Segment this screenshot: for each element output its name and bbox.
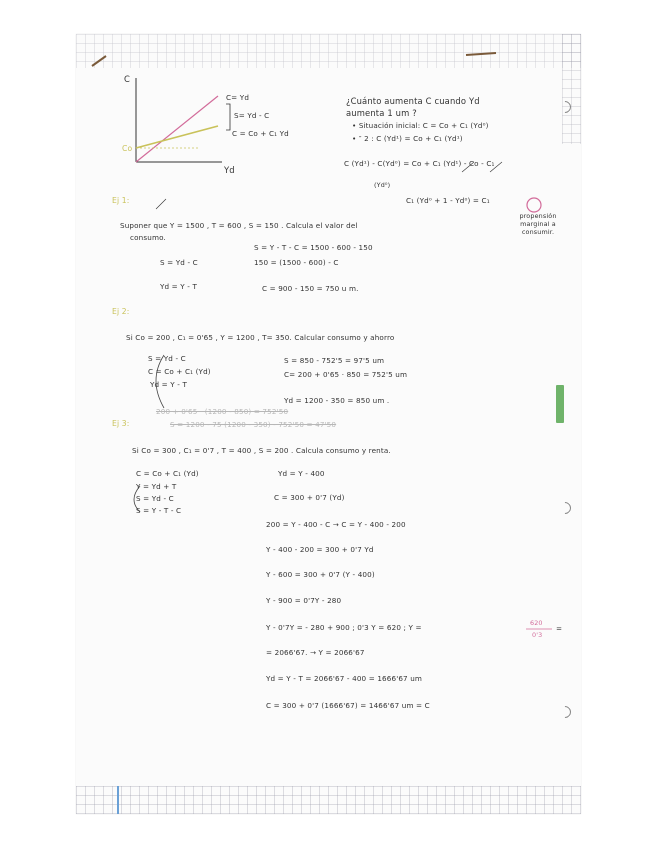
ej3-label: Ej 3:	[112, 419, 130, 428]
strike-cancel-1	[156, 199, 166, 209]
ej1-eq-savings: S = Y - T - C = 1500 - 600 - 150	[254, 243, 373, 252]
ej3-step-yd: Yd = Y - 400	[278, 469, 325, 478]
explain-denominator: (Yd⁰)	[374, 181, 391, 189]
ej1-statement-2: consumo.	[130, 233, 166, 242]
explain-result: C₁ (Yd⁰ + 1 - Yd⁰) = C₁	[406, 196, 490, 205]
ej3-fraction-denominator: 0'3	[532, 631, 543, 639]
ej3-formula-s: S = Yd - C	[136, 494, 174, 503]
ej2-formula-c: C = Co + C₁ (Yd)	[148, 367, 211, 376]
ej3-formula-y: Y = Yd + T	[136, 482, 177, 491]
ej2-result-s: S = 850 - 752'5 = 97'5 um	[284, 356, 385, 365]
ej2-result-c: C= 200 + 0'65 · 850 = 752'5 um	[284, 370, 408, 379]
ej3-step-1: 200 = Y - 400 - C → C = Y - 400 - 200	[266, 520, 406, 529]
ej3-formula-s-expanded: S = Y - T - C	[136, 506, 182, 515]
ej3-step-c-result: C = 300 + 0'7 (1666'67) = 1466'67 um = C	[266, 701, 430, 710]
ej1-eq-c: C = 900 - 150 = 750 u m.	[262, 284, 359, 293]
ej1-label: Ej 1:	[112, 196, 130, 205]
ej2-formula-s: S = Yd - C	[148, 354, 186, 363]
ej2-formula-yd: Yd = Y - T	[150, 380, 187, 389]
explain-question-2: aumenta 1 um ?	[346, 108, 417, 118]
explain-question-1: ¿Cuánto aumenta C cuando Yd	[346, 96, 480, 106]
ej2-label: Ej 2:	[112, 307, 130, 316]
explain-difference: C (Yd¹) - C(Yd⁰) = Co + C₁ (Yd¹) - Co - C₁	[344, 159, 495, 168]
graph-label-yd: C= Yd	[226, 93, 250, 102]
graph-axis-yd-label: Yd	[224, 165, 235, 175]
ej3-step-5: Y - 0'7Y = - 280 + 900 ; 0'3 Y = 620 ; Y =	[266, 623, 422, 632]
ej3-step-6: = 2066'67. → Y = 2066'67	[266, 648, 365, 657]
scribble-mark-left	[92, 56, 106, 66]
ej1-eq-yd: Yd = Y - T	[160, 282, 197, 291]
ej1-statement-1: Suponer que Y = 1500 , T = 600 , S = 150 . Calcula el valor del	[120, 221, 358, 230]
graph-label-co: Co	[122, 144, 133, 153]
graph-label-c: C = Co + C₁ Yd	[232, 129, 289, 138]
ej3-step-yd-result: Yd = Y - T = 2066'67 - 400 = 1666'67 um	[266, 674, 423, 683]
explain-situation-2: • ″ 2 : C (Yd¹) = Co + C₁ (Yd¹)	[352, 134, 463, 143]
ej3-fraction-numerator: 620	[530, 619, 543, 627]
ej1-eq-s: S = Yd - C	[160, 258, 198, 267]
circled-c1	[527, 198, 541, 212]
note-line-2: marginal a	[520, 220, 556, 228]
ej1-eq-150: 150 = (1500 - 600) - C	[254, 258, 339, 267]
ej2-strikethrough-1: 200 + 0'65 · (1200 - 850) = 752'50	[156, 407, 289, 416]
ej2-statement: Si Co = 200 , C₁ = 0'65 , Y = 1200 , T= 350. Calcular consumo y ahorro	[126, 333, 395, 342]
note-propension	[512, 212, 564, 236]
ej3-fraction-equals: =	[556, 624, 563, 633]
note-line-3: consumir.	[521, 228, 555, 236]
note-line-1: propensión	[519, 212, 557, 220]
ej3-step-c: C = 300 + 0'7 (Yd)	[274, 493, 345, 502]
ej3-step-2: Y - 400 - 200 = 300 + 0'7 Yd	[266, 545, 374, 554]
ej3-formula-c: C = Co + C₁ (Yd)	[136, 469, 199, 478]
ej3-statement: Si Co = 300 , C₁ = 0'7 , T = 400 , S = 200 . Calcula consumo y renta.	[132, 446, 391, 455]
ej2-result-yd: Yd = 1200 - 350 = 850 um .	[284, 396, 390, 405]
graph-axis-c-label: C	[124, 74, 130, 84]
ej2-strikethrough-2: S = 1200 - 75 (1200 - 350) - 752'50 = 47'50	[170, 420, 337, 429]
ej3-step-3: Y - 600 = 300 + 0'7 (Y - 400)	[266, 570, 375, 579]
ej3-step-4: Y - 900 = 0'7Y - 280	[266, 596, 342, 605]
graph-brace	[226, 104, 230, 130]
scribble-mark-right	[466, 53, 496, 55]
explain-situation-1: • Situación inicial: C = Co + C₁ (Yd⁰)	[352, 121, 489, 130]
graph-label-s: S= Yd - C	[234, 111, 270, 120]
